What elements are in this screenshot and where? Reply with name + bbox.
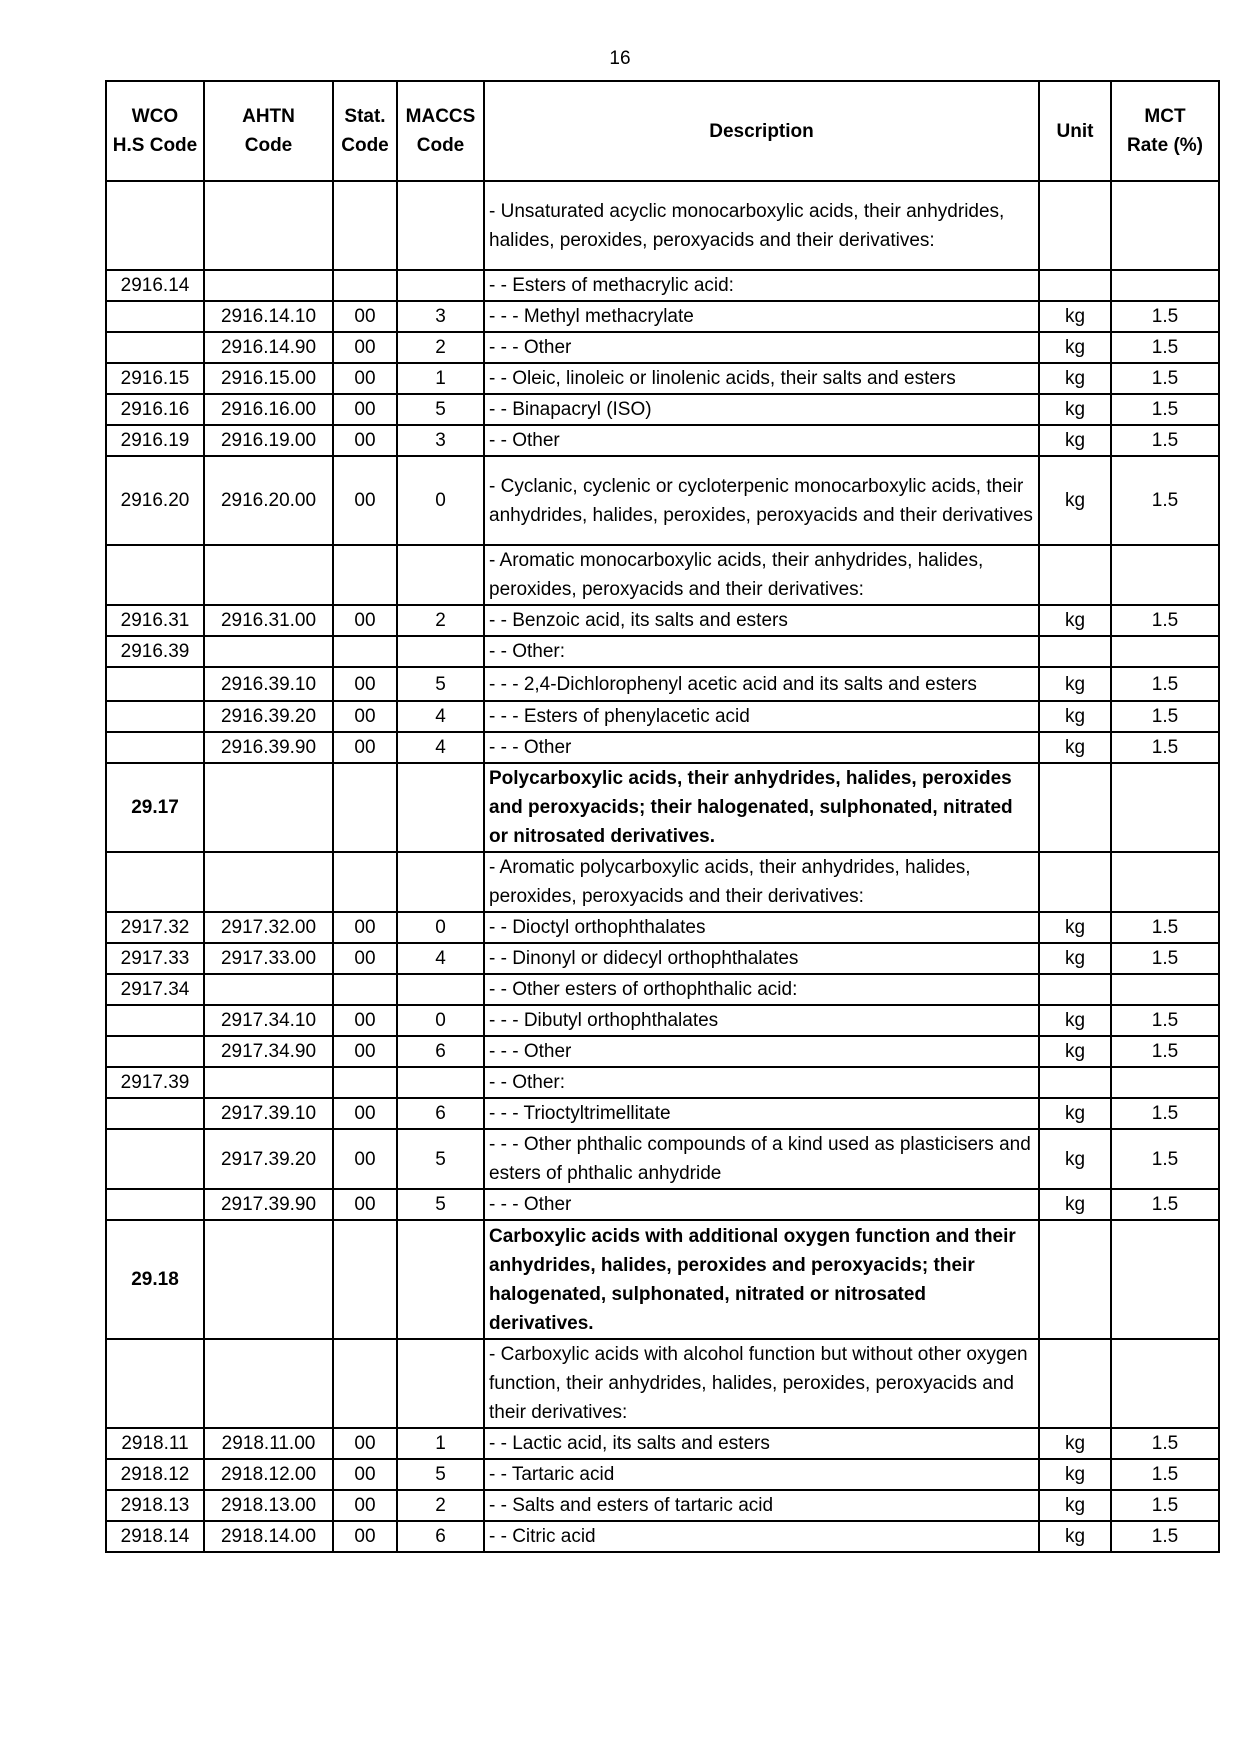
cell-description: - - Esters of methacrylic acid: — [484, 270, 1039, 301]
cell-maccs-code — [397, 974, 484, 1005]
cell-maccs-code — [397, 763, 484, 852]
cell-ahtn-code — [204, 763, 333, 852]
cell-unit: kg — [1039, 1129, 1111, 1189]
cell-unit: kg — [1039, 732, 1111, 763]
cell-stat-code: 00 — [333, 1036, 397, 1067]
cell-description: - - - Dibutyl orthophthalates — [484, 1005, 1039, 1036]
cell-mct-rate: 1.5 — [1111, 1490, 1219, 1521]
cell-unit: kg — [1039, 943, 1111, 974]
table-row — [106, 763, 1219, 852]
table-row — [106, 732, 1219, 763]
cell-unit: kg — [1039, 1490, 1111, 1521]
cell-description: - - - Methyl methacrylate — [484, 301, 1039, 332]
cell-mct-rate — [1111, 852, 1219, 912]
cell-description: - - Lactic acid, its salts and esters — [484, 1428, 1039, 1459]
cell-unit: kg — [1039, 394, 1111, 425]
cell-ahtn-code: 2917.34.90 — [204, 1036, 333, 1067]
cell-description: - Cyclanic, cyclenic or cycloterpenic monocarboxylic acids, their anhydrides, halides, peroxides, peroxyacids and their derivatives — [484, 456, 1039, 545]
cell-mct-rate: 1.5 — [1111, 1521, 1219, 1552]
cell-stat-code: 00 — [333, 1005, 397, 1036]
cell-stat-code — [333, 974, 397, 1005]
cell-mct-rate: 1.5 — [1111, 1428, 1219, 1459]
cell-unit: kg — [1039, 1036, 1111, 1067]
cell-wco-hs-code: 2918.12 — [106, 1459, 204, 1490]
cell-ahtn-code: 2918.11.00 — [204, 1428, 333, 1459]
cell-unit — [1039, 636, 1111, 667]
cell-ahtn-code: 2916.20.00 — [204, 456, 333, 545]
cell-maccs-code — [397, 545, 484, 605]
cell-unit — [1039, 1220, 1111, 1339]
cell-maccs-code: 5 — [397, 394, 484, 425]
cell-description: - - Binapacryl (ISO) — [484, 394, 1039, 425]
cell-ahtn-code — [204, 1220, 333, 1339]
cell-stat-code: 00 — [333, 1428, 397, 1459]
header-ahtn-code: AHTN Code — [204, 81, 333, 181]
cell-description: - - - Esters of phenylacetic acid — [484, 701, 1039, 732]
cell-stat-code: 00 — [333, 1459, 397, 1490]
cell-mct-rate: 1.5 — [1111, 1459, 1219, 1490]
cell-maccs-code: 0 — [397, 1005, 484, 1036]
cell-wco-hs-code — [106, 181, 204, 270]
cell-stat-code: 00 — [333, 1129, 397, 1189]
cell-unit: kg — [1039, 425, 1111, 456]
cell-maccs-code: 3 — [397, 301, 484, 332]
cell-description: - - Other: — [484, 636, 1039, 667]
cell-ahtn-code: 2917.33.00 — [204, 943, 333, 974]
cell-unit — [1039, 763, 1111, 852]
cell-maccs-code — [397, 636, 484, 667]
cell-wco-hs-code: 2916.15 — [106, 363, 204, 394]
cell-wco-hs-code: 2917.34 — [106, 974, 204, 1005]
cell-description: - Aromatic monocarboxylic acids, their anhydrides, halides, peroxides, peroxyacids and their derivatives: — [484, 545, 1039, 605]
cell-mct-rate: 1.5 — [1111, 1036, 1219, 1067]
cell-mct-rate: 1.5 — [1111, 332, 1219, 363]
cell-maccs-code: 0 — [397, 456, 484, 545]
cell-mct-rate — [1111, 545, 1219, 605]
cell-ahtn-code — [204, 270, 333, 301]
cell-ahtn-code: 2917.39.20 — [204, 1129, 333, 1189]
cell-stat-code: 00 — [333, 425, 397, 456]
cell-maccs-code: 2 — [397, 332, 484, 363]
cell-stat-code: 00 — [333, 394, 397, 425]
cell-mct-rate: 1.5 — [1111, 1098, 1219, 1129]
cell-wco-hs-code: 2917.39 — [106, 1067, 204, 1098]
cell-unit: kg — [1039, 456, 1111, 545]
tariff-body — [106, 181, 1219, 1552]
table-row — [106, 1220, 1219, 1339]
cell-wco-hs-code: 2916.39 — [106, 636, 204, 667]
cell-description: - - - Other — [484, 1036, 1039, 1067]
cell-stat-code: 00 — [333, 943, 397, 974]
cell-ahtn-code: 2917.39.90 — [204, 1189, 333, 1220]
cell-description: - - Dinonyl or didecyl orthophthalates — [484, 943, 1039, 974]
cell-wco-hs-code: 29.18 — [106, 1220, 204, 1339]
header-description: Description — [484, 81, 1039, 181]
cell-maccs-code — [397, 1339, 484, 1428]
table-row — [106, 1521, 1219, 1552]
cell-wco-hs-code: 2916.31 — [106, 605, 204, 636]
cell-unit: kg — [1039, 701, 1111, 732]
cell-unit — [1039, 1067, 1111, 1098]
cell-stat-code: 00 — [333, 605, 397, 636]
cell-mct-rate — [1111, 1220, 1219, 1339]
table-row — [106, 912, 1219, 943]
cell-description: - Unsaturated acyclic monocarboxylic acids, their anhydrides, halides, peroxides, peroxyacids and their derivatives: — [484, 181, 1039, 270]
cell-mct-rate: 1.5 — [1111, 394, 1219, 425]
cell-ahtn-code: 2918.14.00 — [204, 1521, 333, 1552]
cell-ahtn-code: 2916.16.00 — [204, 394, 333, 425]
cell-description: - - - Trioctyltrimellitate — [484, 1098, 1039, 1129]
cell-mct-rate — [1111, 974, 1219, 1005]
table-row — [106, 1459, 1219, 1490]
header-row — [106, 81, 1219, 181]
cell-ahtn-code — [204, 1067, 333, 1098]
cell-maccs-code: 4 — [397, 701, 484, 732]
table-row — [106, 1339, 1219, 1428]
cell-maccs-code: 1 — [397, 363, 484, 394]
cell-maccs-code — [397, 1220, 484, 1339]
table-row — [106, 363, 1219, 394]
cell-ahtn-code: 2917.39.10 — [204, 1098, 333, 1129]
table-row — [106, 1129, 1219, 1189]
table-row — [106, 667, 1219, 701]
cell-wco-hs-code: 2918.14 — [106, 1521, 204, 1552]
table-row — [106, 545, 1219, 605]
cell-mct-rate — [1111, 636, 1219, 667]
cell-description: - - Citric acid — [484, 1521, 1039, 1552]
cell-maccs-code — [397, 181, 484, 270]
cell-wco-hs-code: 2916.16 — [106, 394, 204, 425]
cell-mct-rate: 1.5 — [1111, 363, 1219, 394]
cell-description: - - - Other — [484, 332, 1039, 363]
cell-maccs-code: 5 — [397, 1459, 484, 1490]
cell-stat-code — [333, 1339, 397, 1428]
cell-unit — [1039, 270, 1111, 301]
cell-stat-code — [333, 1220, 397, 1339]
cell-maccs-code: 3 — [397, 425, 484, 456]
table-row — [106, 1067, 1219, 1098]
cell-description: - - Benzoic acid, its salts and esters — [484, 605, 1039, 636]
table-row — [106, 394, 1219, 425]
table-row — [106, 425, 1219, 456]
cell-maccs-code: 1 — [397, 1428, 484, 1459]
cell-stat-code — [333, 545, 397, 605]
cell-maccs-code — [397, 270, 484, 301]
cell-ahtn-code — [204, 974, 333, 1005]
cell-wco-hs-code — [106, 1129, 204, 1189]
cell-unit: kg — [1039, 1098, 1111, 1129]
cell-mct-rate — [1111, 1339, 1219, 1428]
cell-wco-hs-code — [106, 1189, 204, 1220]
table-row — [106, 1036, 1219, 1067]
cell-stat-code: 00 — [333, 701, 397, 732]
table-row — [106, 636, 1219, 667]
cell-maccs-code — [397, 852, 484, 912]
cell-ahtn-code: 2917.32.00 — [204, 912, 333, 943]
cell-mct-rate — [1111, 181, 1219, 270]
cell-stat-code: 00 — [333, 363, 397, 394]
cell-wco-hs-code: 2918.11 — [106, 1428, 204, 1459]
cell-unit: kg — [1039, 1459, 1111, 1490]
cell-maccs-code: 4 — [397, 943, 484, 974]
cell-wco-hs-code: 2918.13 — [106, 1490, 204, 1521]
cell-description: - - - Other phthalic compounds of a kind used as plasticisers and esters of phthalic anhydride — [484, 1129, 1039, 1189]
cell-maccs-code: 2 — [397, 1490, 484, 1521]
cell-mct-rate — [1111, 270, 1219, 301]
cell-wco-hs-code — [106, 1339, 204, 1428]
cell-unit — [1039, 181, 1111, 270]
cell-mct-rate — [1111, 763, 1219, 852]
cell-wco-hs-code — [106, 852, 204, 912]
cell-mct-rate: 1.5 — [1111, 1189, 1219, 1220]
cell-ahtn-code: 2918.13.00 — [204, 1490, 333, 1521]
cell-ahtn-code — [204, 852, 333, 912]
cell-stat-code — [333, 270, 397, 301]
cell-maccs-code — [397, 1067, 484, 1098]
cell-description: - - Dioctyl orthophthalates — [484, 912, 1039, 943]
cell-maccs-code: 4 — [397, 732, 484, 763]
cell-mct-rate: 1.5 — [1111, 1005, 1219, 1036]
tariff-table — [105, 80, 1220, 1553]
header-unit: Unit — [1039, 81, 1111, 181]
cell-wco-hs-code — [106, 667, 204, 701]
table-row — [106, 181, 1219, 270]
cell-stat-code: 00 — [333, 667, 397, 701]
cell-maccs-code: 6 — [397, 1036, 484, 1067]
cell-wco-hs-code: 2917.33 — [106, 943, 204, 974]
cell-description: - - - Other — [484, 732, 1039, 763]
cell-ahtn-code: 2916.39.90 — [204, 732, 333, 763]
cell-unit: kg — [1039, 1521, 1111, 1552]
cell-description: - - - 2,4-Dichlorophenyl acetic acid and its salts and esters — [484, 667, 1039, 701]
table-row — [106, 1189, 1219, 1220]
cell-maccs-code: 6 — [397, 1098, 484, 1129]
cell-ahtn-code: 2916.15.00 — [204, 363, 333, 394]
cell-maccs-code: 5 — [397, 1129, 484, 1189]
cell-unit: kg — [1039, 1189, 1111, 1220]
cell-unit — [1039, 974, 1111, 1005]
cell-stat-code: 00 — [333, 1521, 397, 1552]
cell-mct-rate: 1.5 — [1111, 1129, 1219, 1189]
cell-stat-code: 00 — [333, 1098, 397, 1129]
cell-unit: kg — [1039, 1428, 1111, 1459]
cell-wco-hs-code — [106, 332, 204, 363]
header-wco-hs-code: WCO H.S Code — [106, 81, 204, 181]
cell-description: - Aromatic polycarboxylic acids, their anhydrides, halides, peroxides, peroxyacids and their derivatives: — [484, 852, 1039, 912]
cell-stat-code: 00 — [333, 912, 397, 943]
cell-description: - - Tartaric acid — [484, 1459, 1039, 1490]
cell-unit: kg — [1039, 332, 1111, 363]
header-maccs-code: MACCS Code — [397, 81, 484, 181]
cell-wco-hs-code — [106, 1098, 204, 1129]
cell-stat-code — [333, 763, 397, 852]
cell-ahtn-code: 2917.34.10 — [204, 1005, 333, 1036]
table-row — [106, 332, 1219, 363]
cell-mct-rate: 1.5 — [1111, 701, 1219, 732]
cell-wco-hs-code: 2916.20 — [106, 456, 204, 545]
cell-mct-rate: 1.5 — [1111, 605, 1219, 636]
table-row — [106, 1098, 1219, 1129]
cell-ahtn-code: 2916.14.10 — [204, 301, 333, 332]
cell-description: - - - Other — [484, 1189, 1039, 1220]
cell-wco-hs-code: 2916.19 — [106, 425, 204, 456]
cell-ahtn-code — [204, 1339, 333, 1428]
cell-unit — [1039, 1339, 1111, 1428]
cell-mct-rate: 1.5 — [1111, 667, 1219, 701]
cell-description: Polycarboxylic acids, their anhydrides, halides, peroxides and peroxyacids; their halogenated, sulphonated, nitrated or nitrosated derivatives. — [484, 763, 1039, 852]
cell-description: Carboxylic acids with additional oxygen function and their anhydrides, halides, peroxides and peroxyacids; their halogenated, sulphonated, nitrated or nitrosated derivatives. — [484, 1220, 1039, 1339]
cell-description: - - Other esters of orthophthalic acid: — [484, 974, 1039, 1005]
table-row — [106, 974, 1219, 1005]
cell-ahtn-code — [204, 636, 333, 667]
table-row — [106, 605, 1219, 636]
cell-stat-code — [333, 852, 397, 912]
cell-description: - - Other: — [484, 1067, 1039, 1098]
cell-stat-code — [333, 636, 397, 667]
cell-stat-code: 00 — [333, 332, 397, 363]
table-row — [106, 1428, 1219, 1459]
header-stat-code: Stat. Code — [333, 81, 397, 181]
table-row — [106, 301, 1219, 332]
cell-mct-rate: 1.5 — [1111, 456, 1219, 545]
cell-wco-hs-code — [106, 732, 204, 763]
cell-stat-code: 00 — [333, 1490, 397, 1521]
cell-wco-hs-code — [106, 545, 204, 605]
table-row — [106, 1490, 1219, 1521]
cell-ahtn-code: 2916.19.00 — [204, 425, 333, 456]
cell-ahtn-code: 2918.12.00 — [204, 1459, 333, 1490]
cell-mct-rate — [1111, 1067, 1219, 1098]
page-number: 16 — [609, 48, 631, 69]
cell-mct-rate: 1.5 — [1111, 912, 1219, 943]
cell-description: - - Other — [484, 425, 1039, 456]
cell-unit: kg — [1039, 301, 1111, 332]
cell-ahtn-code: 2916.39.10 — [204, 667, 333, 701]
cell-maccs-code: 5 — [397, 667, 484, 701]
table-row — [106, 270, 1219, 301]
cell-wco-hs-code: 2916.14 — [106, 270, 204, 301]
cell-unit: kg — [1039, 605, 1111, 636]
cell-mct-rate: 1.5 — [1111, 425, 1219, 456]
cell-ahtn-code — [204, 545, 333, 605]
table-row — [106, 943, 1219, 974]
cell-stat-code: 00 — [333, 1189, 397, 1220]
cell-maccs-code: 5 — [397, 1189, 484, 1220]
cell-stat-code — [333, 1067, 397, 1098]
cell-unit — [1039, 852, 1111, 912]
cell-wco-hs-code: 29.17 — [106, 763, 204, 852]
cell-description: - - Salts and esters of tartaric acid — [484, 1490, 1039, 1521]
cell-description: - - Oleic, linoleic or linolenic acids, their salts and esters — [484, 363, 1039, 394]
cell-wco-hs-code — [106, 701, 204, 732]
cell-ahtn-code: 2916.14.90 — [204, 332, 333, 363]
cell-maccs-code: 6 — [397, 1521, 484, 1552]
cell-unit: kg — [1039, 1005, 1111, 1036]
cell-ahtn-code — [204, 181, 333, 270]
cell-ahtn-code: 2916.31.00 — [204, 605, 333, 636]
table-row — [106, 701, 1219, 732]
cell-mct-rate: 1.5 — [1111, 301, 1219, 332]
cell-unit: kg — [1039, 363, 1111, 394]
cell-ahtn-code: 2916.39.20 — [204, 701, 333, 732]
cell-unit: kg — [1039, 667, 1111, 701]
cell-stat-code — [333, 181, 397, 270]
table-row — [106, 456, 1219, 545]
cell-stat-code: 00 — [333, 456, 397, 545]
cell-wco-hs-code — [106, 1036, 204, 1067]
header-mct-rate: MCT Rate (%) — [1111, 81, 1219, 181]
cell-mct-rate: 1.5 — [1111, 732, 1219, 763]
cell-wco-hs-code — [106, 301, 204, 332]
cell-mct-rate: 1.5 — [1111, 943, 1219, 974]
cell-unit — [1039, 545, 1111, 605]
cell-maccs-code: 2 — [397, 605, 484, 636]
cell-wco-hs-code: 2917.32 — [106, 912, 204, 943]
table-row — [106, 852, 1219, 912]
table-row — [106, 1005, 1219, 1036]
cell-stat-code: 00 — [333, 732, 397, 763]
cell-wco-hs-code — [106, 1005, 204, 1036]
cell-unit: kg — [1039, 912, 1111, 943]
cell-stat-code: 00 — [333, 301, 397, 332]
cell-description: - Carboxylic acids with alcohol function but without other oxygen function, their anhydrides, halides, peroxides, peroxyacids and their derivatives: — [484, 1339, 1039, 1428]
cell-maccs-code: 0 — [397, 912, 484, 943]
